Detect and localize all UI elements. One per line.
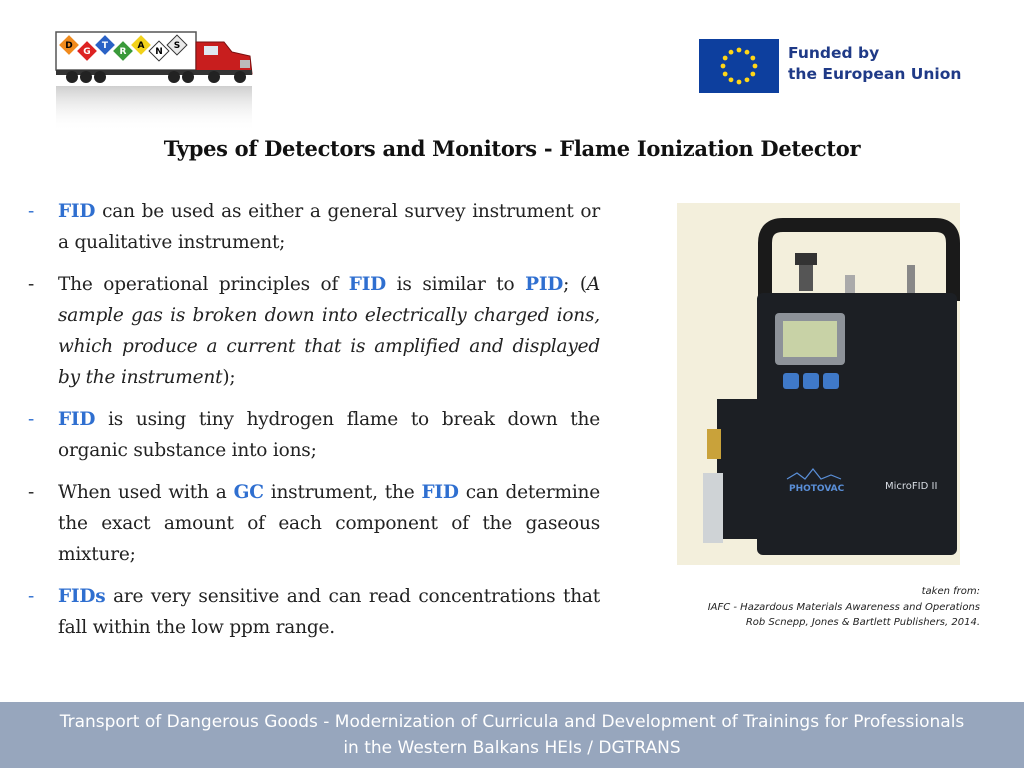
logo-letter-g: G: [83, 47, 91, 57]
bullet-text: can determine the exact amount of each component of the gaseous mixture;: [58, 482, 601, 565]
dgtrans-logo: [54, 30, 256, 134]
bullet-text: The operational principles of: [58, 274, 349, 295]
bullet-text: is using tiny hydrogen flame to break down the organic substance into ions;: [58, 409, 600, 461]
list-item: [28, 269, 600, 393]
bullet-dash: -: [28, 274, 35, 295]
bullet-text: is similar to: [386, 274, 526, 295]
list-item: [28, 477, 600, 570]
device-brand-label: PHOTOVAC: [789, 484, 845, 494]
eu-funded-line1: Funded by: [788, 44, 880, 62]
list-item: [28, 404, 600, 466]
eu-star-icon: [729, 77, 734, 82]
image-credit: [708, 584, 980, 631]
highlight-term: PID: [525, 274, 564, 295]
highlight-term: FID: [58, 409, 96, 430]
logo-letter-r: R: [119, 47, 127, 57]
eu-star-icon: [750, 72, 755, 77]
credit-line-2: IAFC - Hazardous Materials Awareness and Operations: [707, 601, 980, 613]
footer-line-2: in the Western Balkans HEIs / DGTRANS: [343, 738, 681, 758]
eu-star-icon: [737, 80, 742, 85]
bullet-text: are very sensitive and can read concentrations that fall within the low ppm range.: [58, 586, 600, 638]
highlight-term: FID: [348, 274, 387, 295]
eu-funded-line2: the European Union: [788, 65, 962, 83]
logo-letter-a: A: [137, 41, 145, 51]
highlight-term: FID: [58, 201, 96, 222]
eu-star-icon: [745, 77, 750, 82]
logo-letter-n: N: [155, 47, 163, 57]
credit-line-3: Rob Scnepp, Jones & Bartlett Publishers, 2014.: [745, 617, 980, 628]
device-model-label: MicroFID II: [885, 481, 938, 492]
highlight-term: FID: [421, 482, 459, 503]
bullet-dash: -: [28, 586, 35, 607]
bullet-text: );: [222, 367, 236, 388]
microfid-device-image: [677, 203, 960, 565]
bullet-dash: -: [28, 482, 35, 503]
bullet-dash: -: [28, 409, 35, 430]
highlight-term: FIDs: [58, 586, 106, 607]
bullet-italic-text: A sample gas is broken down into electrically charged ions, which produce a current that is amplified and displayed by the instrument: [58, 274, 601, 388]
bullet-text: can be used as either a general survey instrument or a qualitative instrument;: [58, 201, 600, 253]
bullet-text: When used with a: [58, 482, 234, 503]
credit-line-1: taken from:: [921, 586, 980, 597]
logo-letter-s: S: [173, 41, 181, 51]
eu-star-icon: [729, 50, 734, 55]
footer-line-1: Transport of Dangerous Goods - Modernization of Curricula and Development of Trainings for Professionals: [59, 712, 965, 732]
eu-star-icon: [753, 64, 758, 69]
eu-star-icon: [721, 64, 726, 69]
list-item: [28, 581, 600, 643]
bullet-dash: -: [28, 201, 35, 222]
eu-star-icon: [723, 56, 728, 61]
slide-title: Types of Detectors and Monitors - Flame Ionization Detector: [163, 136, 861, 161]
logo-letter-d: D: [65, 41, 73, 51]
highlight-term: GC: [233, 482, 264, 503]
bullet-text: instrument, the: [263, 482, 422, 503]
list-item: [28, 196, 600, 258]
eu-star-icon: [750, 56, 755, 61]
eu-star-icon: [723, 72, 728, 77]
truck-icon: [54, 30, 256, 134]
bullet-text: ; (: [563, 274, 587, 295]
eu-funding-logo: [699, 39, 964, 95]
logo-letter-t: T: [101, 41, 109, 51]
eu-star-icon: [737, 48, 742, 53]
eu-flag-icon: [699, 39, 779, 93]
bullet-list: [28, 196, 600, 654]
eu-star-icon: [745, 50, 750, 55]
footer-banner: [0, 702, 1024, 768]
